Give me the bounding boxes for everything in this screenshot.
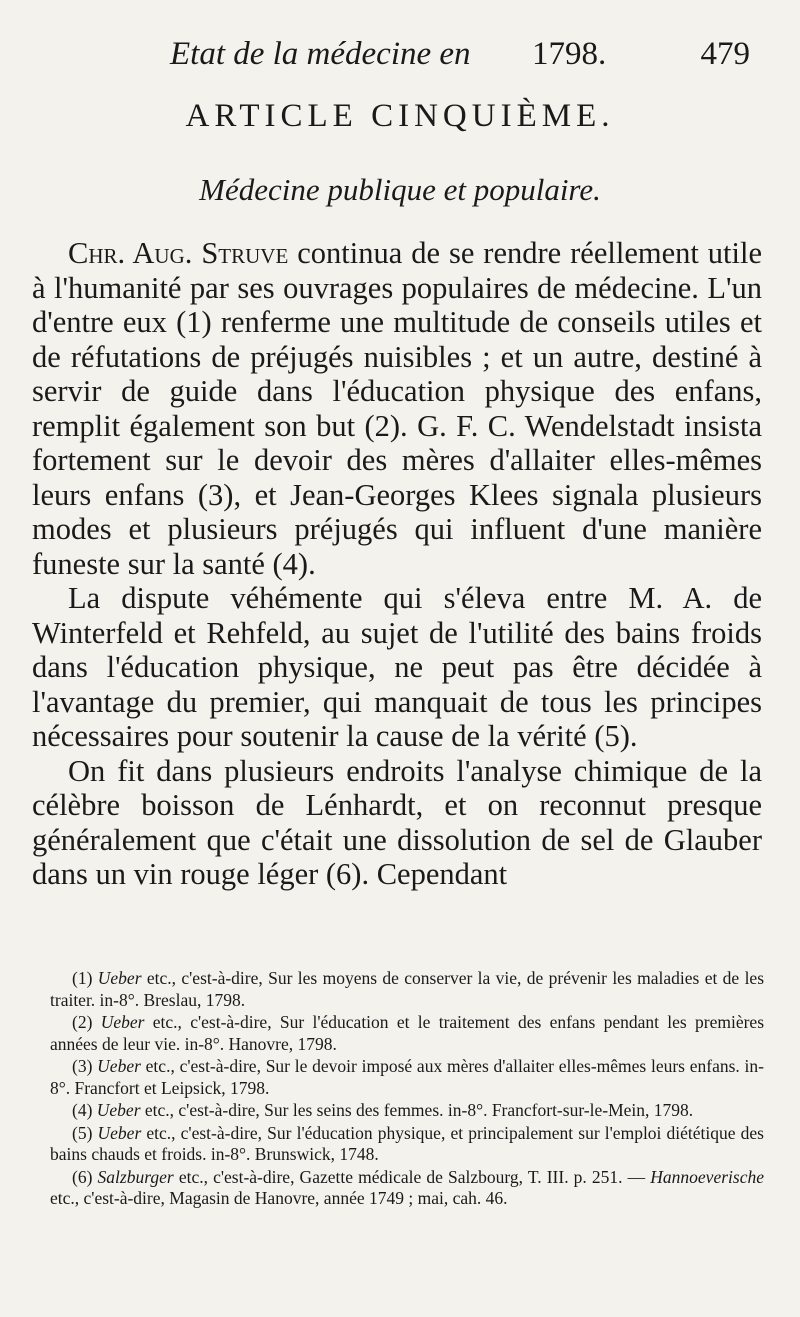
footnote-work: Hannoeverische [650,1166,764,1187]
footnote [50,968,764,1011]
footnote-text: etc., c'est-à-dire, Gazette médicale de Salzbourg, T. III. p. 251. — [173,1166,651,1187]
footnote-work: Ueber [97,1122,142,1143]
footnote [50,1123,764,1166]
footnote-mark: (2) [72,1012,93,1032]
paragraph-text: La dispute véhémente qui s'éleva entre M. A. de Winterfeld et Rehfeld, au sujet de l'utilité des bains froids dans l'éducation physique, ne peut pas être décidée à l'avantage du premier, qui manquait de tous les principes nécessaires pour soutenir la cause de la vérité (5). [32,581,762,753]
footnote-text: etc., c'est-à-dire, Sur l'éducation et le traitement des enfans pendant les premières années de leur vie. in-8°. Hanovre, 1798. [50,1012,765,1054]
page-number: 479 [700,36,750,72]
paragraph [32,754,762,892]
footnote-text: etc., c'est-à-dire, Sur le devoir imposé aux mères d'allaiter elles-mêmes leurs enfans. in-8°. Francfort et Leipsick, 1798. [50,1056,765,1098]
footnotes [50,968,764,1211]
paragraph [32,581,762,754]
footnote-work: Ueber [100,1012,145,1032]
footnote-work: Salzburger [97,1166,174,1187]
paragraph [32,236,762,581]
footnote-mark: (6) [72,1166,93,1187]
section-subheading: Médecine publique et populaire. [199,172,601,207]
footnote-mark: (1) [72,968,93,988]
footnote-work: Ueber [97,1056,141,1076]
footnote-mark: (3) [72,1056,93,1076]
article-heading: ARTICLE CINQUIÈME. [185,98,615,134]
footnote-text: etc., c'est-à-dire, Sur l'éducation physique, et principalement sur l'emploi diététique des bains chauds et froids. in-8°. Brunswick, 1748. [50,1122,764,1164]
body-text [32,236,762,892]
paragraph-text: continua de se rendre réellement utile à l'humanité par ses ouvrages populaires de médecine. L'un d'entre eux (1) renferme une multitude de conseils utiles et de réfutations de préjugés nuisibles ; et un autre, destiné à servir de guide dans l'éducation physique des enfans, remplit également son but (2). G. F. C. Wendelstadt insista fortement sur le devoir des mères d'allaiter elles-mêmes leurs enfans (3), et Jean-Georges Klees signala plusieurs modes et plusieurs préjugés qui influent d'une manière funeste sur la santé (4). [32,236,762,581]
footnote-work: Ueber [97,968,142,988]
running-head-title: Etat de la médecine en [170,36,471,72]
footnote [50,1012,764,1055]
footnote [50,1100,764,1122]
footnote-mark: (5) [72,1122,93,1143]
footnote-text: etc., c'est-à-dire, Sur les seins des femmes. in-8°. Francfort-sur-le-Mein, 1798. [140,1100,694,1120]
running-head [170,36,770,86]
footnote-text: etc., c'est-à-dire, Magasin de Hanovre, année 1749 ; mai, cah. 46. [50,1188,508,1208]
footnote [50,1167,764,1210]
footnote-work: Ueber [96,1100,141,1120]
running-head-year: 1798. [532,36,607,72]
footnote-text: etc., c'est-à-dire, Sur les moyens de conserver la vie, de prévenir les maladies et de les traiter. in-8°. Breslau, 1798. [50,968,765,1010]
footnote-mark: (4) [72,1100,93,1120]
author-name: Chr. Aug. Struve [68,236,289,270]
footnote [50,1056,764,1099]
paragraph-text: On fit dans plusieurs endroits l'analyse chimique de la célèbre boisson de Lénhardt, et on reconnut presque généralement que c'était une dissolution de sel de Glauber dans un vin rouge léger (6). Cependant [32,753,762,891]
